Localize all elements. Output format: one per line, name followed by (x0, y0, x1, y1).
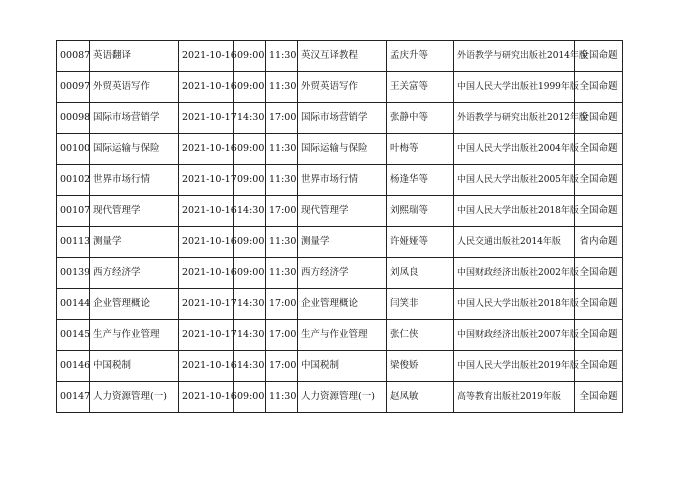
table-row (57, 289, 623, 320)
end-time-cell: 11:30 (266, 165, 298, 196)
exam-type-cell: 全国命题 (575, 134, 623, 165)
exam-type-cell: 全国命题 (575, 41, 623, 72)
textbook-cell: 中国税制 (298, 351, 387, 382)
exam-schedule-sheet (56, 40, 622, 413)
start-time-cell: 14:30 (234, 320, 266, 351)
exam-date-cell: 2021-10-17 (179, 320, 234, 351)
publisher-cell: 中国人民大学出版社2018年版 (454, 289, 575, 320)
publisher-cell: 中国人民大学出版社2018年版 (454, 196, 575, 227)
publisher-cell: 中国人民大学出版社2019年版 (454, 351, 575, 382)
end-time-cell: 17:00 (266, 351, 298, 382)
table-row (57, 165, 623, 196)
textbook-cell: 测量学 (298, 227, 387, 258)
publisher-cell: 中国人民大学出版社2004年版 (454, 134, 575, 165)
course-code-cell: 00102 (57, 165, 90, 196)
course-code-cell: 00147 (57, 382, 90, 413)
exam-schedule-table (56, 40, 623, 413)
publisher-cell: 外语教学与研究出版社2012年版 (454, 103, 575, 134)
exam-type-cell: 全国命题 (575, 196, 623, 227)
table-row (57, 196, 623, 227)
course-code-cell: 00100 (57, 134, 90, 165)
course-code-cell: 00144 (57, 289, 90, 320)
publisher-cell: 中国财政经济出版社2007年版 (454, 320, 575, 351)
textbook-cell: 国际市场营销学 (298, 103, 387, 134)
exam-type-cell: 省内命题 (575, 227, 623, 258)
exam-date-cell: 2021-10-16 (179, 41, 234, 72)
table-row (57, 72, 623, 103)
course-code-cell: 00087 (57, 41, 90, 72)
end-time-cell: 11:30 (266, 41, 298, 72)
table-row (57, 351, 623, 382)
textbook-cell: 西方经济学 (298, 258, 387, 289)
start-time-cell: 09:00 (234, 227, 266, 258)
author-cell: 王关富等 (387, 72, 454, 103)
exam-date-cell: 2021-10-16 (179, 227, 234, 258)
course-name-cell: 生产与作业管理 (90, 320, 179, 351)
exam-type-cell: 全国命题 (575, 72, 623, 103)
table-row (57, 320, 623, 351)
author-cell: 刘熙瑞等 (387, 196, 454, 227)
textbook-cell: 国际运输与保险 (298, 134, 387, 165)
author-cell: 杨逢华等 (387, 165, 454, 196)
exam-type-cell: 全国命题 (575, 165, 623, 196)
exam-date-cell: 2021-10-16 (179, 134, 234, 165)
author-cell: 张静中等 (387, 103, 454, 134)
start-time-cell: 09:00 (234, 134, 266, 165)
publisher-cell: 中国人民大学出版社1999年版 (454, 72, 575, 103)
publisher-cell: 高等教育出版社2019年版 (454, 382, 575, 413)
start-time-cell: 09:00 (234, 72, 266, 103)
course-name-cell: 企业管理概论 (90, 289, 179, 320)
author-cell: 赵凤敏 (387, 382, 454, 413)
table-row (57, 382, 623, 413)
course-name-cell: 中国税制 (90, 351, 179, 382)
course-name-cell: 世界市场行情 (90, 165, 179, 196)
course-name-cell: 测量学 (90, 227, 179, 258)
author-cell: 许娅娅等 (387, 227, 454, 258)
exam-date-cell: 2021-10-17 (179, 103, 234, 134)
end-time-cell: 11:30 (266, 258, 298, 289)
exam-date-cell: 2021-10-16 (179, 351, 234, 382)
textbook-cell: 现代管理学 (298, 196, 387, 227)
course-name-cell: 英语翻译 (90, 41, 179, 72)
table-row (57, 134, 623, 165)
exam-type-cell: 全国命题 (575, 320, 623, 351)
course-code-cell: 00097 (57, 72, 90, 103)
exam-date-cell: 2021-10-16 (179, 382, 234, 413)
exam-date-cell: 2021-10-17 (179, 165, 234, 196)
exam-type-cell: 全国命题 (575, 258, 623, 289)
course-code-cell: 00139 (57, 258, 90, 289)
publisher-cell: 中国人民大学出版社2005年版 (454, 165, 575, 196)
author-cell: 梁俊娇 (387, 351, 454, 382)
course-name-cell: 人力资源管理(一) (90, 382, 179, 413)
course-code-cell: 00146 (57, 351, 90, 382)
course-name-cell: 国际市场营销学 (90, 103, 179, 134)
exam-date-cell: 2021-10-16 (179, 72, 234, 103)
table-row (57, 227, 623, 258)
start-time-cell: 09:00 (234, 41, 266, 72)
start-time-cell: 14:30 (234, 103, 266, 134)
author-cell: 张仁侠 (387, 320, 454, 351)
exam-type-cell: 全国命题 (575, 289, 623, 320)
end-time-cell: 11:30 (266, 227, 298, 258)
course-code-cell: 00113 (57, 227, 90, 258)
exam-date-cell: 2021-10-16 (179, 258, 234, 289)
course-code-cell: 00107 (57, 196, 90, 227)
textbook-cell: 外贸英语写作 (298, 72, 387, 103)
end-time-cell: 11:30 (266, 382, 298, 413)
author-cell: 孟庆升等 (387, 41, 454, 72)
textbook-cell: 生产与作业管理 (298, 320, 387, 351)
course-name-cell: 国际运输与保险 (90, 134, 179, 165)
start-time-cell: 14:30 (234, 351, 266, 382)
table-body (57, 41, 623, 413)
textbook-cell: 人力资源管理(一) (298, 382, 387, 413)
textbook-cell: 企业管理概论 (298, 289, 387, 320)
start-time-cell: 09:00 (234, 382, 266, 413)
course-name-cell: 外贸英语写作 (90, 72, 179, 103)
author-cell: 刘凤良 (387, 258, 454, 289)
start-time-cell: 09:00 (234, 258, 266, 289)
end-time-cell: 17:00 (266, 320, 298, 351)
publisher-cell: 外语教学与研究出版社2014年版 (454, 41, 575, 72)
end-time-cell: 11:30 (266, 72, 298, 103)
course-name-cell: 现代管理学 (90, 196, 179, 227)
textbook-cell: 世界市场行情 (298, 165, 387, 196)
course-code-cell: 00145 (57, 320, 90, 351)
start-time-cell: 09:00 (234, 165, 266, 196)
publisher-cell: 人民交通出版社2014年版 (454, 227, 575, 258)
end-time-cell: 11:30 (266, 134, 298, 165)
exam-type-cell: 全国命题 (575, 382, 623, 413)
course-name-cell: 西方经济学 (90, 258, 179, 289)
table-row (57, 103, 623, 134)
author-cell: 闫笑非 (387, 289, 454, 320)
exam-date-cell: 2021-10-17 (179, 289, 234, 320)
table-row (57, 258, 623, 289)
end-time-cell: 17:00 (266, 289, 298, 320)
exam-type-cell: 全国命题 (575, 351, 623, 382)
publisher-cell: 中国财政经济出版社2002年版 (454, 258, 575, 289)
author-cell: 叶梅等 (387, 134, 454, 165)
end-time-cell: 17:00 (266, 196, 298, 227)
table-row (57, 41, 623, 72)
end-time-cell: 17:00 (266, 103, 298, 134)
start-time-cell: 14:30 (234, 196, 266, 227)
course-code-cell: 00098 (57, 103, 90, 134)
start-time-cell: 14:30 (234, 289, 266, 320)
exam-date-cell: 2021-10-16 (179, 196, 234, 227)
textbook-cell: 英汉互译教程 (298, 41, 387, 72)
exam-type-cell: 全国命题 (575, 103, 623, 134)
